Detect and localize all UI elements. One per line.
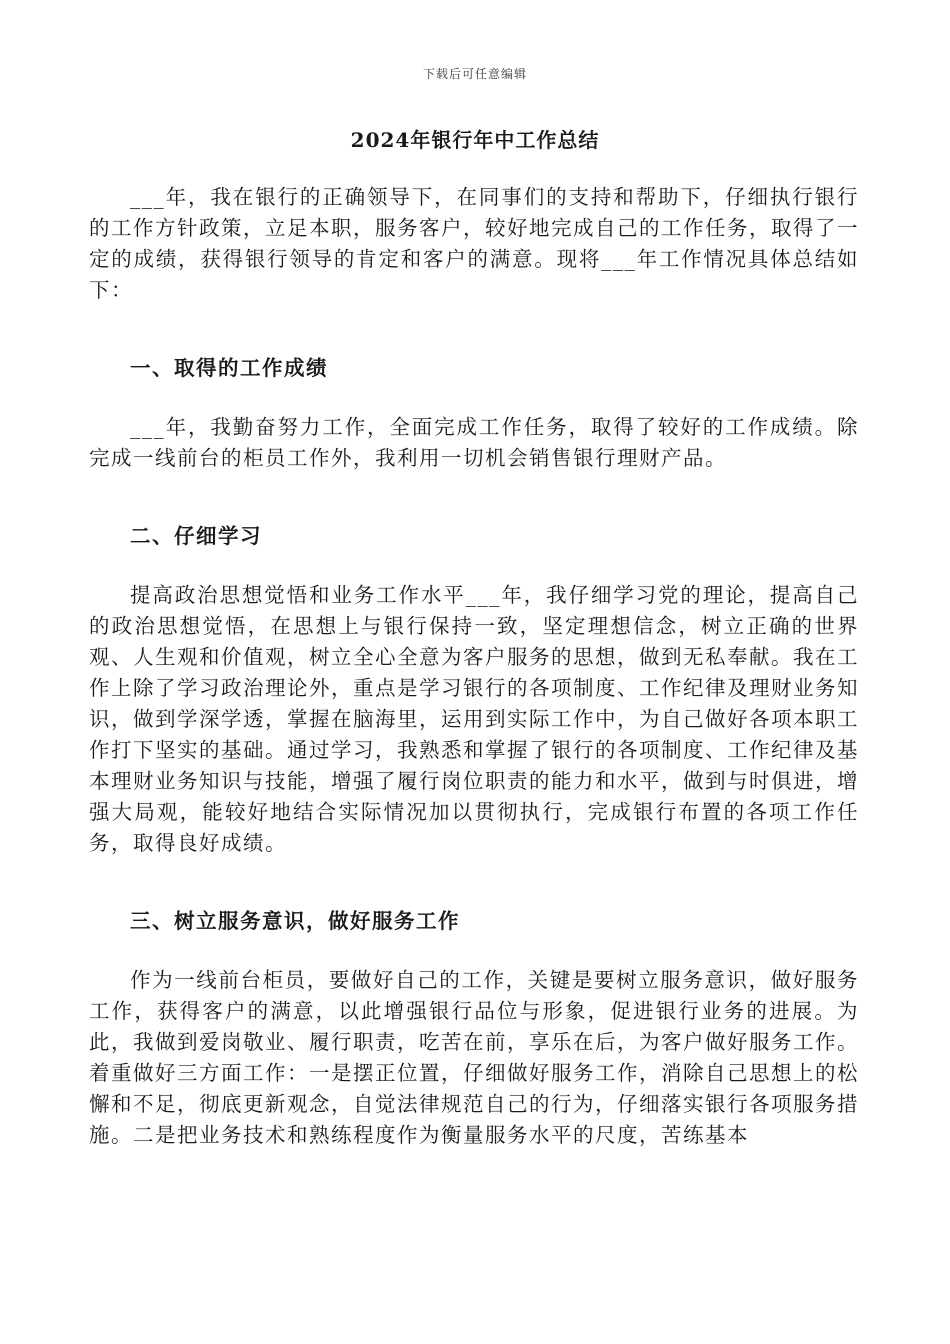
document-body xyxy=(89,182,859,1151)
intro-paragraph: ___年，我在银行的正确领导下，在同事们的支持和帮助下，仔细执行银行的工作方针政策，立足本职，服务客户，较好地完成自己的工作任务，取得了一定的成绩，获得银行领导的肯定和客户的满意。现将___年工作情况具体总结如下： xyxy=(89,185,859,302)
header-note: 下载后可任意编辑 xyxy=(422,67,527,81)
document-title: 2024年银行年中工作总结 xyxy=(350,128,600,152)
section-heading-1: 一、取得的工作成绩 xyxy=(130,356,328,380)
section-body-1: ___年，我勤奋努力工作，全面完成工作任务，取得了较好的工作成绩。除完成一线前台的柜员工作外，我利用一切机会销售银行理财产品。 xyxy=(89,415,859,470)
section-heading-2: 二、仔细学习 xyxy=(130,524,262,548)
section-body-3: 作为一线前台柜员，要做好自己的工作，关键是要树立服务意识，做好服务工作，获得客户的满意，以此增强银行品位与形象，促进银行业务的进展。为此，我做到爱岗敬业、履行职责，吃苦在前，享乐在后，为客户做好服务工作。着重做好三方面工作：一是摆正位置，仔细做好服务工作，消除自己思想上的松懈和不足，彻底更新观念，自觉法律规范自己的行为，仔细落实银行各项服务措施。二是把业务技术和熟练程度作为衡量服务水平的尺度，苦练基本 xyxy=(89,968,859,1147)
section-heading-3: 三、树立服务意识，做好服务工作 xyxy=(130,909,460,933)
section-body-2: 提高政治思想觉悟和业务工作水平___年，我仔细学习党的理论，提高自己的政治思想觉悟，在思想上与银行保持一致，坚定理想信念，树立正确的世界观、人生观和价值观，树立全心全意为客户服务的思想，做到无私奉献。我在工作上除了学习政治理论外，重点是学习银行的各项制度、工作纪律及理财业务知识，做到学深学透，掌握在脑海里，运用到实际工作中，为自己做好各项本职工作打下坚实的基础。通过学习，我熟悉和掌握了银行的各项制度、工作纪律及基本理财业务知识与技能，增强了履行岗位职责的能力和水平，做到与时俱进，增强大局观，能较好地结合实际情况加以贯彻执行，完成银行布置的各项工作任务，取得良好成绩。 xyxy=(89,583,859,855)
